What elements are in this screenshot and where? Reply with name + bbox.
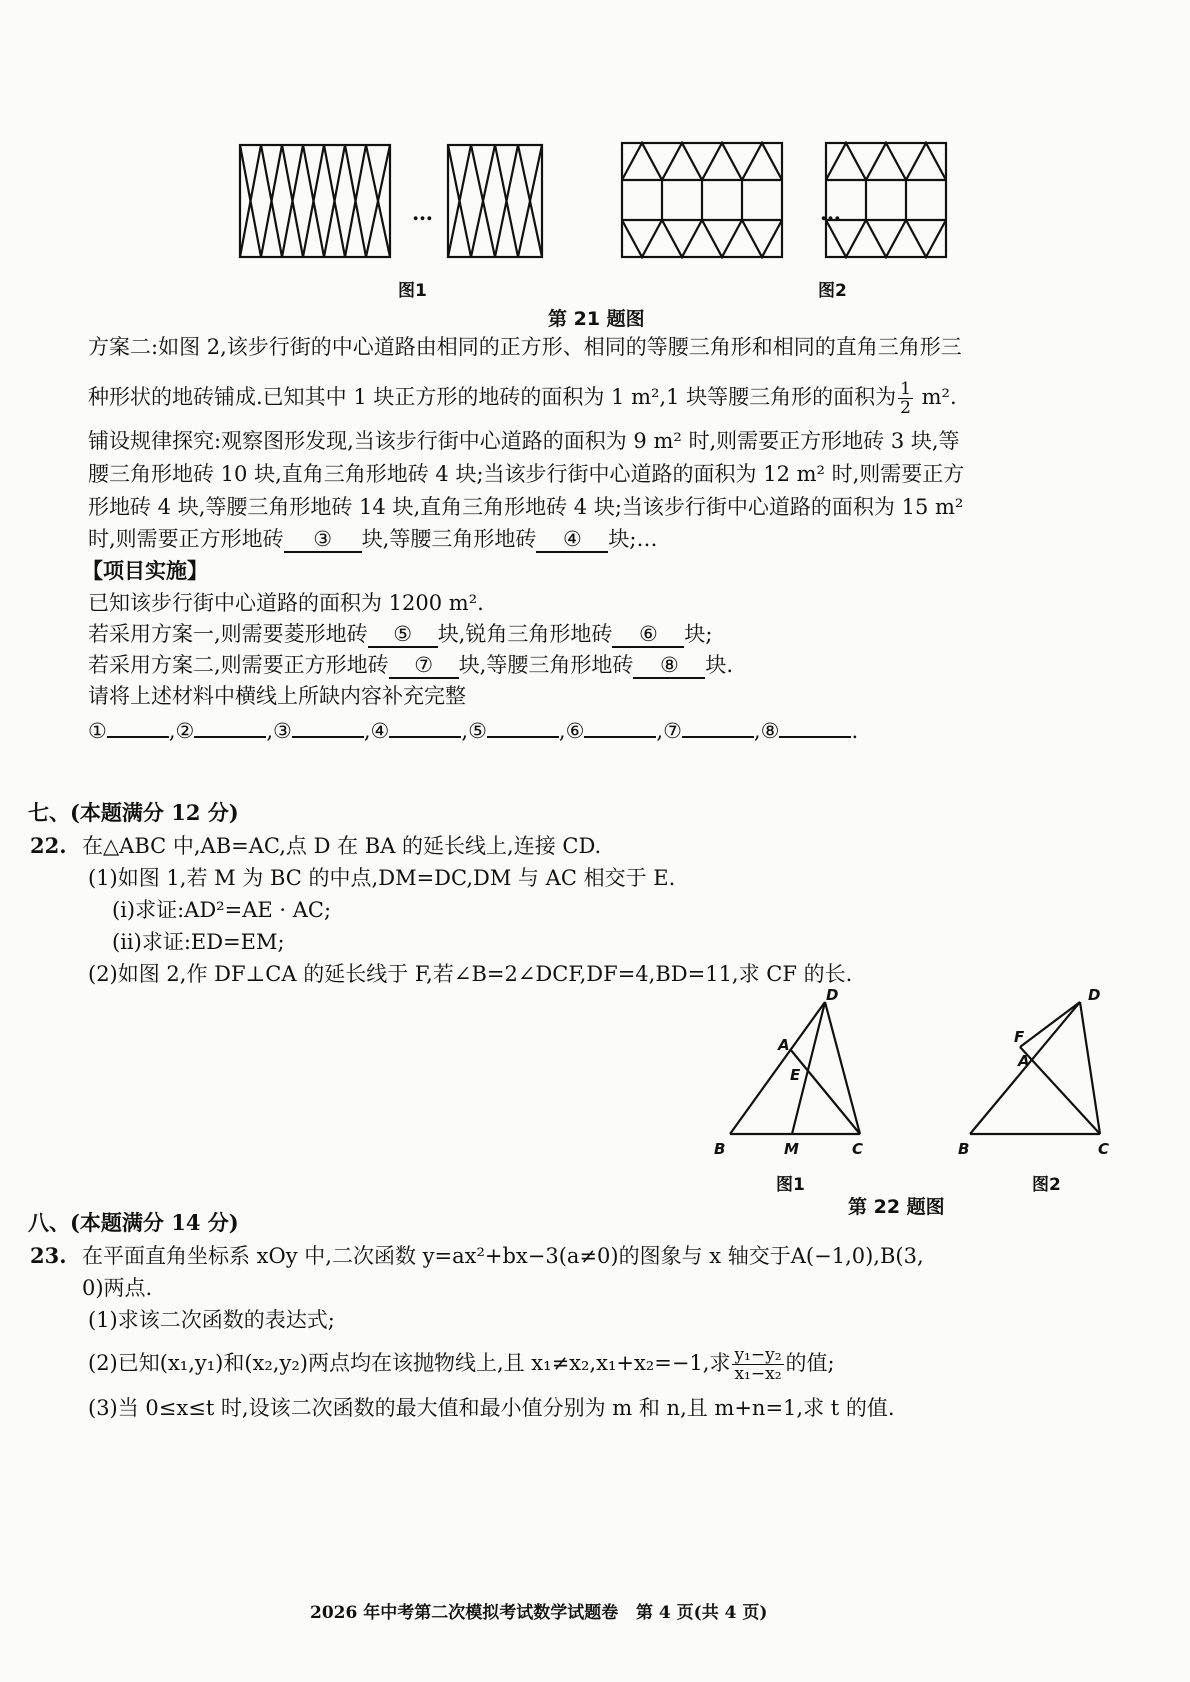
blank-7[interactable]: ⑦ (389, 653, 459, 679)
q22-figure2 (960, 992, 1110, 1162)
q22-part2: (2)如图 2,作 DF⊥CA 的延长线于 F,若∠B=2∠DCF,DF=4,BD=11,求 CF 的长. (88, 962, 853, 986)
q23-stem-line2: 0)两点. (82, 1276, 153, 1300)
q22-part1: (1)如图 1,若 M 为 BC 的中点,DM=DC,DM 与 AC 相交于 E. (88, 866, 676, 890)
answer-label-6: ⑥ (565, 719, 585, 743)
fig2-ellipsis: … (820, 200, 841, 225)
plan2-line2-text: 种形状的地砖铺成.已知其中 1 块正方形的地砖的面积为 1 m²,1 块等腰三角形的面积为 (88, 385, 897, 409)
fig1-point-D: D (826, 986, 839, 1004)
blank-6[interactable]: ⑥ (612, 622, 684, 648)
slope-numerator: y₁−y₂ (734, 1345, 782, 1365)
q22-part1-i: (i)求证:AD²=AE · AC; (112, 898, 332, 922)
impl-line3-c: 块. (705, 653, 734, 677)
fig1-point-B: B (714, 1140, 726, 1158)
answer-blank-1[interactable] (107, 736, 169, 738)
plan2-line2 (88, 380, 957, 417)
q22-part1-ii: (ii)求证:ED=EM; (112, 930, 285, 954)
rule-line4-c: 块;… (608, 527, 658, 551)
impl-line3-a: 若采用方案二,则需要正方形地砖 (88, 653, 389, 677)
impl-line2-c: 块; (684, 622, 713, 646)
figure-21-diagrams (230, 140, 950, 270)
fig1-point-M: M (784, 1140, 799, 1158)
answer-label-3: ③ (273, 719, 292, 743)
rule-line2: 腰三角形地砖 10 块,直角三角形地砖 4 块;当该步行街中心道路的面积为 12 m² 时,则需要正方 (88, 462, 965, 486)
fill-prompt: 请将上述材料中横线上所缺内容补充完整 (88, 684, 466, 708)
figure-21-caption: 第 21 题图 (548, 308, 645, 330)
impl-line2-a: 若采用方案一,则需要菱形地砖 (88, 622, 368, 646)
plan2-line2-unit: m². (914, 385, 957, 409)
answer-blank-5[interactable] (487, 736, 559, 738)
answer-blank-4[interactable] (389, 736, 461, 738)
rule-line4-a: 时,则需要正方形地砖 (88, 527, 284, 551)
answer-label-5: ⑤ (468, 719, 487, 743)
q23-number: 23. (30, 1243, 67, 1268)
impl-line1: 已知该步行街中心道路的面积为 1200 m². (88, 591, 484, 615)
fig2-point-D: D (1088, 986, 1101, 1004)
blank-5[interactable]: ⑤ (368, 622, 438, 648)
section-7-heading: 七、(本题满分 12 分) (28, 800, 239, 825)
fig1-left-block (240, 145, 390, 257)
figure-22-caption: 第 22 题图 (848, 1196, 945, 1218)
answer-blank-6[interactable] (584, 736, 656, 738)
fig2-point-C: C (1098, 1140, 1110, 1158)
answer-row-end: . (851, 719, 859, 743)
fig1-point-A: A (778, 1036, 790, 1054)
fig2-point-A: A (1018, 1052, 1030, 1070)
impl-line3-b: 块,等腰三角形地砖 (458, 653, 634, 677)
fig2-point-F: F (1014, 1028, 1025, 1046)
plan2-line1: 方案二:如图 2,该步行街的中心道路由相同的正方形、相同的等腰三角形和相同的直角三角形三 (88, 335, 962, 359)
fraction-numerator: 1 (900, 379, 911, 399)
q22-fig2-label: 图2 (1032, 1175, 1061, 1195)
page-footer: 2026 年中考第二次模拟考试数学试题卷 第 4 页(共 4 页) (310, 1603, 768, 1623)
implementation-title: 【项目实施】 (82, 558, 208, 583)
q23-stem-line1: 在平面直角坐标系 xOy 中,二次函数 y=ax²+bx−3(a≠0)的图象与 x 轴交于A(−1,0),B(3, (82, 1244, 924, 1268)
answer-blank-8[interactable] (779, 736, 851, 738)
slope-fraction (732, 1346, 783, 1383)
fig1-point-C: C (852, 1140, 864, 1158)
slope-denominator: x₁−x₂ (734, 1364, 782, 1384)
impl-line2 (88, 619, 712, 649)
answer-blank-2[interactable] (194, 736, 266, 738)
blank-8[interactable]: ⑧ (633, 653, 705, 679)
blank-4[interactable]: ④ (536, 527, 608, 553)
answer-blank-7[interactable] (682, 736, 754, 738)
answer-label-4: ④ (370, 719, 390, 743)
fig1-right-block (448, 145, 542, 257)
q22-number: 22. (30, 833, 67, 858)
q23-part3: (3)当 0≤x≤t 时,设该二次函数的最大值和最小值分别为 m 和 n,且 m+n=1,求 t 的值. (88, 1396, 895, 1420)
rule-line3: 形地砖 4 块,等腰三角形地砖 14 块,直角三角形地砖 4 块;当该步行街中心道路的面积为 15 m² (88, 495, 964, 519)
impl-line2-b: 块,锐角三角形地砖 (437, 622, 613, 646)
rule-line4 (88, 524, 657, 554)
impl-line3 (88, 650, 733, 680)
answer-label-7: ⑦ (663, 719, 682, 743)
fraction-denominator: 2 (900, 398, 911, 418)
fig2-point-B: B (958, 1140, 970, 1158)
fig1-label: 图1 (398, 281, 427, 301)
blank-3[interactable]: ③ (284, 527, 362, 553)
answer-blank-3[interactable] (292, 736, 364, 738)
answer-row: ① ,② ,③ ,④ ,⑤ ,⑥ ,⑦ ,⑧ . (88, 719, 859, 743)
fig1-point-E: E (790, 1066, 801, 1084)
rule-line4-b: 块,等腰三角形地砖 (361, 527, 537, 551)
q22-fig1-label: 图1 (776, 1175, 805, 1195)
section-8-heading: 八、(本题满分 14 分) (28, 1210, 239, 1235)
q22-stem: 在△ABC 中,AB=AC,点 D 在 BA 的延长线上,连接 CD. (82, 834, 602, 858)
fraction-one-half (898, 380, 913, 417)
q23-part2-text: (2)已知(x₁,y₁)和(x₂,y₂)两点均在该抛物线上,且 x₁≠x₂,x₁+x₂=−1,求 (88, 1351, 731, 1375)
q23-part2-end: 的值; (785, 1351, 835, 1375)
q23-part2 (88, 1346, 835, 1383)
fig1-ellipsis: … (412, 200, 433, 225)
fig2-label: 图2 (818, 281, 847, 301)
answer-label-2: ② (175, 719, 195, 743)
fig2-right-block (826, 143, 946, 257)
answer-label-8: ⑧ (760, 719, 780, 743)
answer-label-1: ① (88, 719, 107, 743)
fig2-left-block (622, 143, 782, 257)
q23-part1: (1)求该二次函数的表达式; (88, 1308, 335, 1332)
rule-line1: 铺设规律探究:观察图形发现,当该步行街中心道路的面积为 9 m² 时,则需要正方形地砖 3 块,等 (88, 429, 960, 453)
